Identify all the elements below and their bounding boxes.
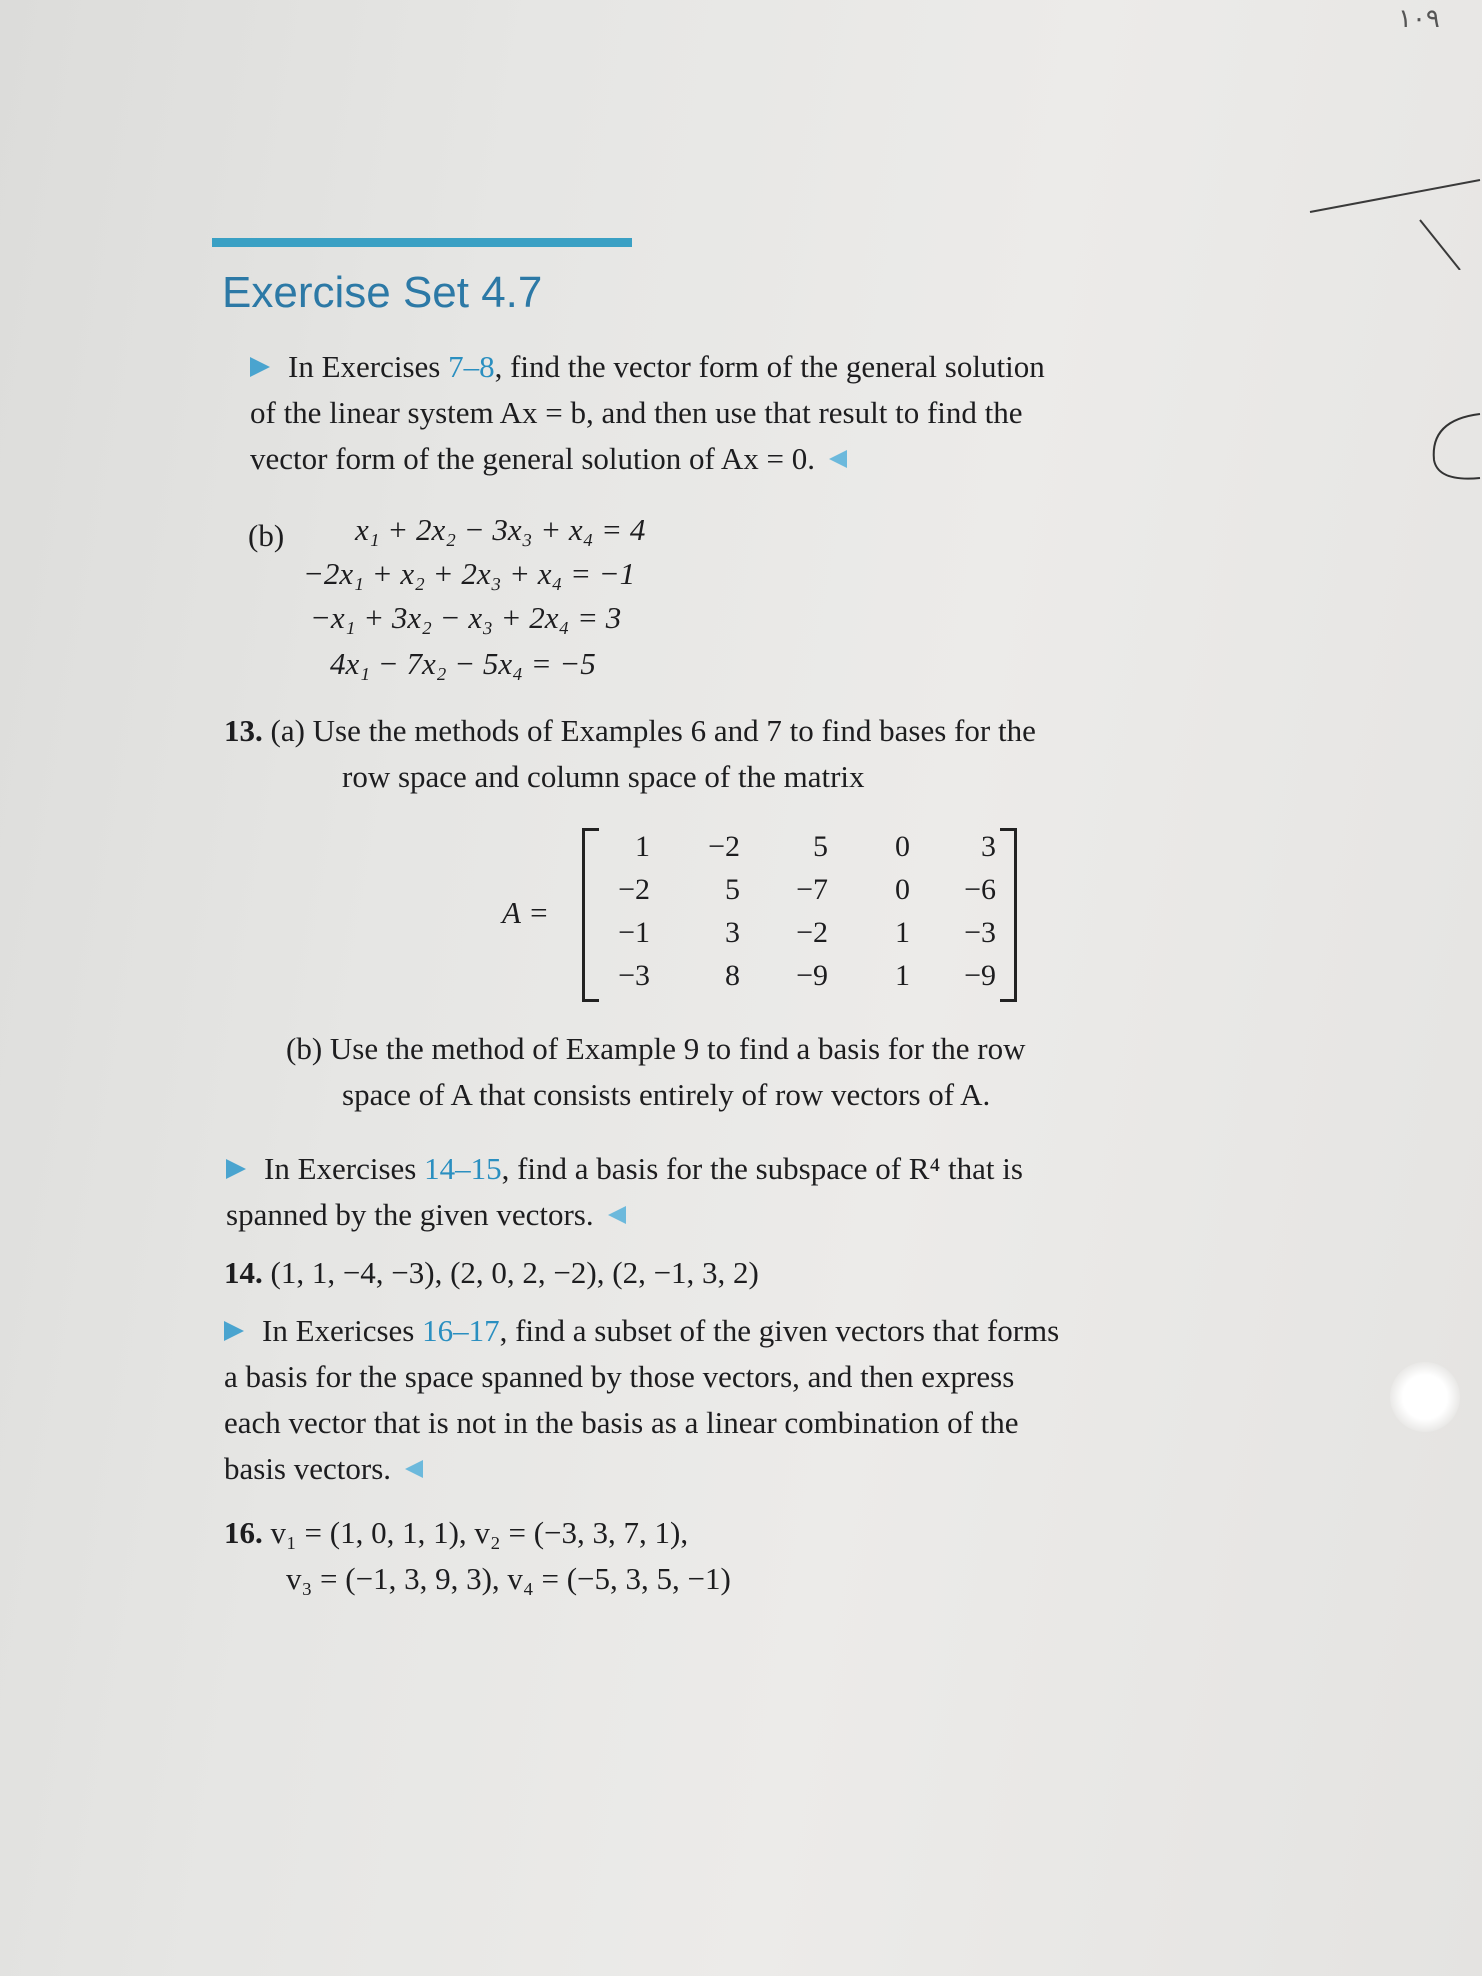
triangle-marker-icon: [250, 357, 270, 377]
system-eq-4: 4x₁ − 7x₂ − 5x₄ = −5: [330, 646, 596, 681]
matrix-cell: −6: [964, 873, 996, 906]
exercise-number: 13.: [224, 713, 263, 748]
back-triangle-icon: [829, 450, 847, 468]
matrix-cell: −3: [964, 916, 996, 949]
pen-scribble-mid: [1420, 400, 1482, 490]
matrix-cell: −2: [796, 916, 828, 949]
matrix-cell: 0: [895, 830, 910, 863]
matrix-cell: −2: [708, 830, 740, 863]
matrix-cell: 1: [895, 959, 910, 992]
exercise-ref-link[interactable]: 16–17: [422, 1313, 500, 1348]
matrix-cell: 3: [981, 830, 996, 863]
back-triangle-icon: [405, 1460, 423, 1478]
exercise-ref-link[interactable]: 14–15: [424, 1151, 502, 1186]
back-triangle-icon: [608, 1206, 626, 1224]
matrix-cell: −3: [618, 959, 650, 992]
exercise-ref-link[interactable]: 7–8: [448, 349, 495, 384]
matrix-cell: 5: [725, 873, 740, 906]
matrix-cell: 1: [895, 916, 910, 949]
matrix-cell: −7: [796, 873, 828, 906]
matrix-cell: 5: [813, 830, 828, 863]
handwritten-page-number: ١٠٩: [1398, 4, 1440, 33]
exercise-set-title: Exercise Set 4.7: [222, 268, 543, 317]
pen-scribble-top: [1300, 160, 1482, 270]
matrix-cell: −9: [964, 959, 996, 992]
triangle-marker-icon: [226, 1159, 246, 1179]
matrix-cell: 1: [635, 830, 650, 863]
matrix-cell: −1: [618, 916, 650, 949]
instructions-16-17: In Exericses 16–17, find a subset of the given vectors that forms a basis for the space spanned by those vectors, and then express each vector that is not in the basis as a linear combination of the basis vectors.: [224, 1313, 1060, 1486]
matrix-cell: 0: [895, 873, 910, 906]
matrix-cell: −2: [618, 873, 650, 906]
matrix-cell: 3: [725, 916, 740, 949]
exercise-13-a: 13. (a) Use the methods of Examples 6 and 7 to find bases for the row space and column space of the matrix: [224, 713, 1036, 794]
exercise-16: 16. v₁ = (1, 0, 1, 1), v₂ = (−3, 3, 7, 1), v₃ = (−1, 3, 9, 3), v₄ = (−5, 3, 5, −1): [224, 1515, 731, 1596]
part-b-label: (b): [248, 518, 285, 553]
instructions-7-8: In Exercises 7–8, find the vector form of the general solution of the linear system Ax = b, and then use that result to find the vector form of the general solution of Ax = 0.: [250, 349, 1045, 476]
matrix-label: A =: [502, 895, 550, 930]
exercise-14: 14. (1, 1, −4, −3), (2, 0, 2, −2), (2, −1, 3, 2): [224, 1255, 759, 1290]
system-eq-3: −x₁ + 3x₂ − x₃ + 2x₄ = 3: [310, 600, 622, 635]
system-eq-2: −2x₁ + x₂ + 2x₃ + x₄ = −1: [303, 556, 636, 591]
system-eq-1: x₁ + 2x₂ − 3x₃ + x₄ = 4: [355, 512, 646, 547]
exercise-13-b: (b) Use the method of Example 9 to find a basis for the row space of A that consists entirely of row vectors of A.: [286, 1031, 1026, 1112]
triangle-marker-icon: [224, 1321, 244, 1341]
matrix-cell: −9: [796, 959, 828, 992]
instructions-14-15: In Exercises 14–15, find a basis for the subspace of R⁴ that is spanned by the given vectors.: [226, 1151, 1023, 1232]
section-rule: [212, 238, 632, 247]
screen-glare: [1390, 1362, 1460, 1432]
matrix-cell: 8: [725, 959, 740, 992]
matrix-right-bracket: [1000, 828, 1017, 1002]
